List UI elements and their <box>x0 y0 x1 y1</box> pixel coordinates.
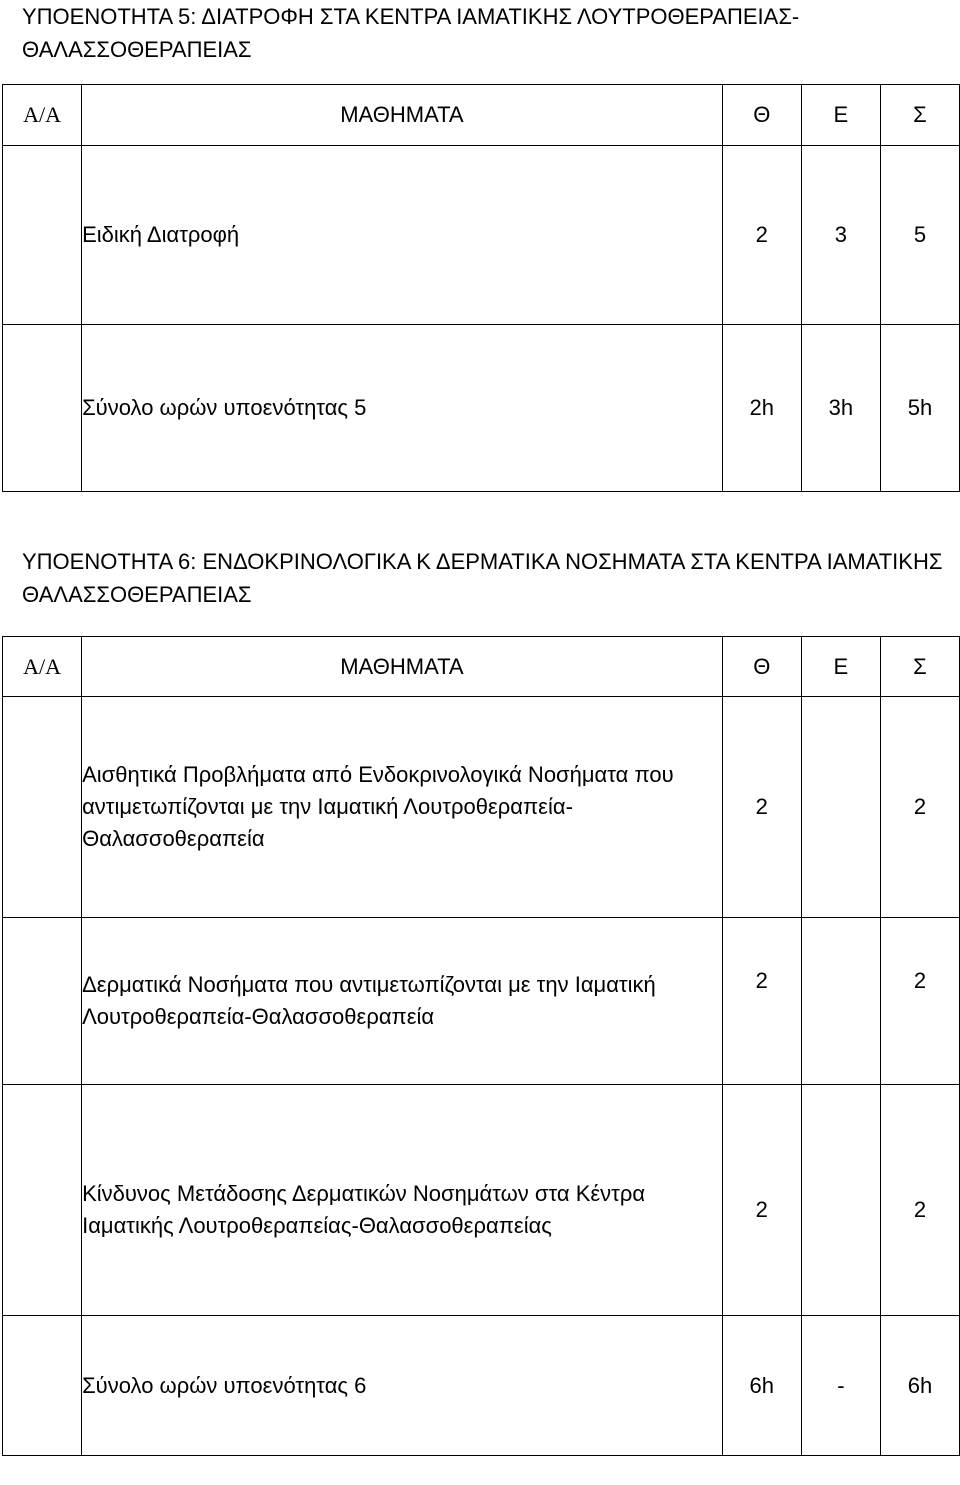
total-row <box>3 1316 960 1456</box>
sigma-cell: 5 <box>880 146 959 325</box>
theta-cell: 6h <box>722 1316 801 1456</box>
epsilon-cell: 3 <box>801 146 880 325</box>
total-row <box>3 325 960 492</box>
subjects-header: ΜΑΘΗΜΑΤΑ <box>82 637 723 697</box>
table-row <box>3 146 960 325</box>
theta-cell: 2 <box>722 697 801 918</box>
subject-cell: Σύνολο ωρών υποενότητας 6 <box>82 1316 723 1456</box>
aa-cell <box>3 697 82 918</box>
unit5-title: ΥΠΟΕΝΟΤΗΤΑ 5: ΔΙΑΤΡΟΦΗ ΣΤΑ ΚΕΝΤΡΑ ΙΑΜΑΤΙΚΗΣ ΛΟΥΤΡΟΘΕΡΑΠΕΙΑΣ-ΘΑΛΑΣΣΟΘΕΡΑΠΕΙΑΣ <box>22 4 800 62</box>
epsilon-cell <box>801 1085 880 1316</box>
subjects-header: ΜΑΘΗΜΑΤΑ <box>82 85 723 146</box>
sigma-header: Σ <box>880 637 959 697</box>
aa-cell <box>3 1316 82 1456</box>
subject-cell: Ειδική Διατροφή <box>82 146 723 325</box>
unit5-table <box>2 84 960 492</box>
aa-header: Α/Α <box>3 85 82 146</box>
epsilon-cell: 3h <box>801 325 880 492</box>
subject-cell: Σύνολο ωρών υποενότητας 5 <box>82 325 723 492</box>
theta-header: Θ <box>722 85 801 146</box>
aa-cell <box>3 918 82 1085</box>
sigma-cell: 2 <box>880 918 959 1085</box>
unit6-title: ΥΠΟΕΝΟΤΗΤΑ 6: ΕΝΔΟΚΡΙΝΟΛΟΓΙΚΑ Κ ΔΕΡΜΑΤΙΚΑ ΝΟΣΗΜΑΤΑ ΣΤΑ ΚΕΝΤΡΑ ΙΑΜΑΤΙΚΗΣ ΘΑΛΑΣΣΟΘΕΡΑΠΕΙΑΣ <box>22 549 943 607</box>
aa-cell <box>3 1085 82 1316</box>
theta-header: Θ <box>722 637 801 697</box>
theta-cell: 2h <box>722 325 801 492</box>
unit5-header-row <box>3 85 960 146</box>
aa-cell <box>3 146 82 325</box>
theta-cell: 2 <box>722 918 801 1085</box>
table-row <box>3 697 960 918</box>
aa-header: Α/Α <box>3 637 82 697</box>
subject-cell: Κίνδυνος Μετάδοσης Δερματικών Νοσημάτων στα Κέντρα Ιαματικής Λουτροθεραπείας-Θαλασσοθεραπείας <box>82 1085 723 1316</box>
epsilon-header: Ε <box>801 637 880 697</box>
sigma-cell: 2 <box>880 697 959 918</box>
epsilon-cell: - <box>801 1316 880 1456</box>
aa-cell <box>3 325 82 492</box>
theta-cell: 2 <box>722 1085 801 1316</box>
unit6-header-row <box>3 637 960 697</box>
epsilon-cell <box>801 918 880 1085</box>
subject-cell: Δερματικά Νοσήματα που αντιμετωπίζονται με την Ιαματική Λουτροθεραπεία-Θαλασσοθεραπεία <box>82 918 723 1085</box>
table-row <box>3 918 960 1085</box>
subject-cell: Αισθητικά Προβλήματα από Ενδοκρινολογικά Νοσήματα που αντιμετωπίζονται με την Ιαματική Λουτροθεραπεία-Θαλασσοθεραπεία <box>82 697 723 918</box>
sigma-cell: 6h <box>880 1316 959 1456</box>
sigma-cell: 2 <box>880 1085 959 1316</box>
epsilon-header: Ε <box>801 85 880 146</box>
table-row <box>3 1085 960 1316</box>
unit6-table <box>2 636 960 1456</box>
sigma-header: Σ <box>880 85 959 146</box>
epsilon-cell <box>801 697 880 918</box>
sigma-cell: 5h <box>880 325 959 492</box>
theta-cell: 2 <box>722 146 801 325</box>
